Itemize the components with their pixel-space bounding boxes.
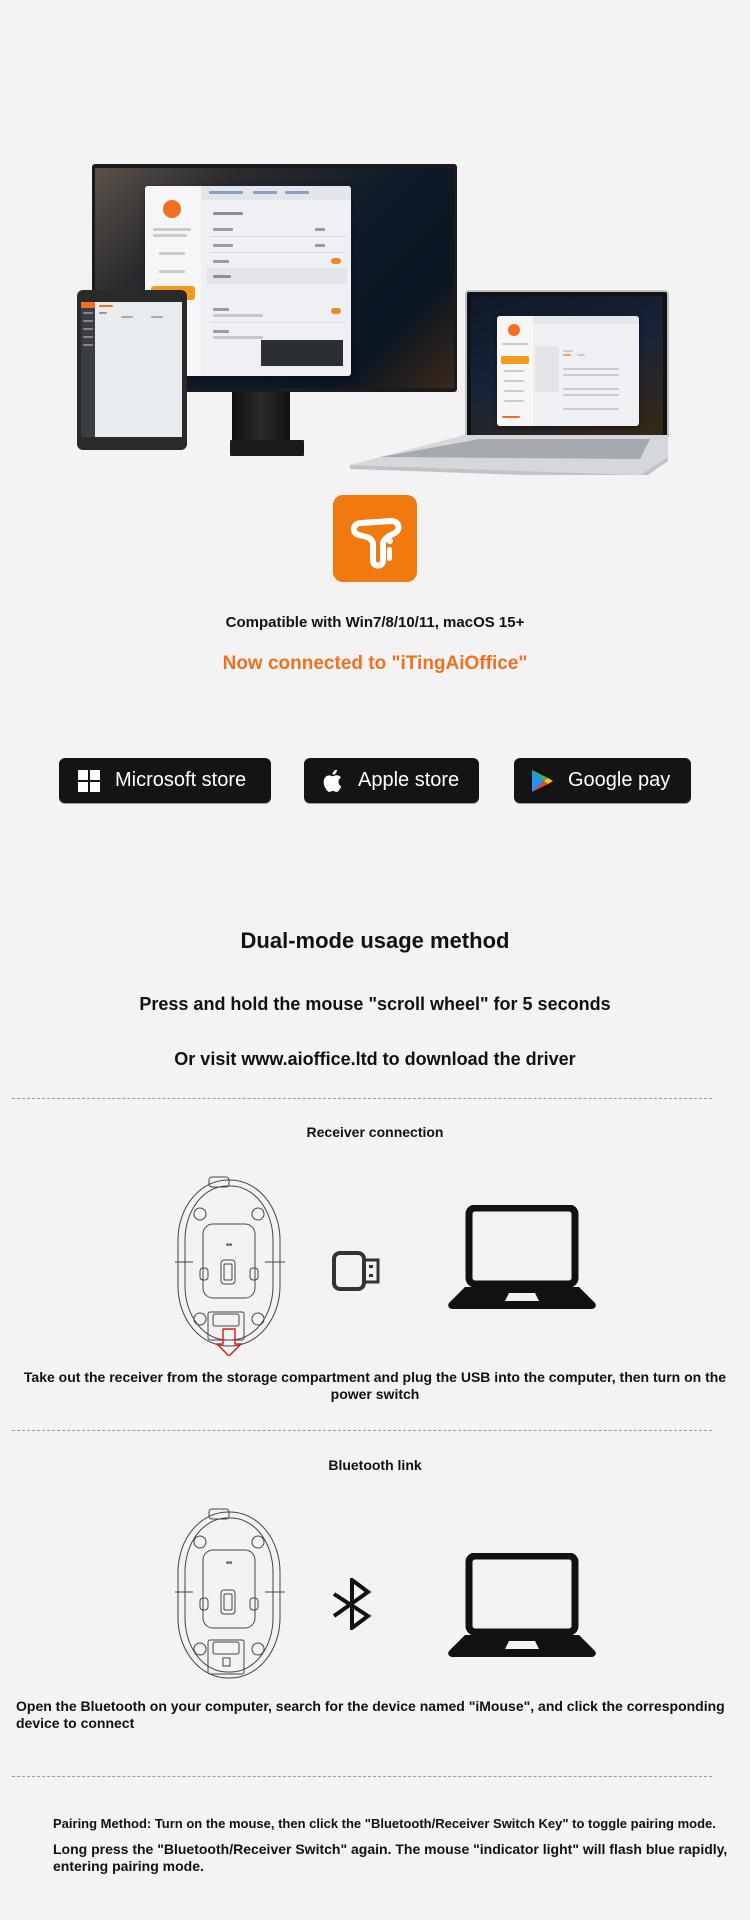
usb-receiver-icon — [331, 1250, 381, 1292]
mouse-bottom-bluetooth-illustration — [175, 1506, 285, 1682]
svg-text:■■: ■■ — [225, 1242, 233, 1248]
apple-icon — [320, 769, 344, 793]
compatibility-text: Compatible with Win7/8/10/11, macOS 15+ — [225, 614, 525, 631]
itingaioffice-logo-icon — [333, 495, 417, 582]
monitor-base — [230, 440, 304, 456]
microsoft-store-button[interactable] — [59, 758, 271, 803]
windows-icon — [77, 769, 101, 793]
apple-store-label: Apple store — [358, 769, 460, 791]
bluetooth-icon — [330, 1578, 374, 1630]
google-play-button[interactable] — [514, 758, 691, 803]
apple-store-button[interactable] — [304, 758, 479, 803]
google-play-label: Google pay — [568, 769, 671, 791]
laptop-keyboard-base — [350, 435, 668, 475]
svg-text:■■: ■■ — [225, 1560, 233, 1566]
laptop — [465, 290, 669, 437]
bluetooth-link-title: Bluetooth link — [328, 1457, 422, 1473]
connection-status: Now connected to "iTingAiOffice" — [222, 653, 528, 674]
monitor-stand — [232, 392, 290, 444]
laptop-icon — [447, 1553, 597, 1657]
scroll-wheel-instruction: Press and hold the mouse "scroll wheel" for 5 seconds — [139, 994, 611, 1014]
hero-devices-image — [0, 60, 750, 440]
google-play-icon — [530, 769, 554, 793]
section-divider — [12, 1776, 712, 1777]
receiver-connection-title: Receiver connection — [306, 1124, 444, 1140]
pairing-method-text: Pairing Method: Turn on the mouse, then click the "Bluetooth/Receiver Switch Key" to toggle pairing mode. — [53, 1816, 716, 1831]
dual-mode-title: Dual-mode usage method — [240, 928, 510, 953]
tablet — [77, 290, 187, 450]
laptop-app-window — [497, 316, 639, 426]
long-press-instruction: Long press the "Bluetooth/Receiver Switch" again. The mouse "indicator light" will flash blue rapidly, entering pairing mode. — [53, 1841, 728, 1874]
section-divider — [12, 1430, 712, 1431]
section-divider — [12, 1098, 712, 1099]
bluetooth-caption: Open the Bluetooth on your computer, search for the device named "iMouse", and click the corresponding device to connect — [16, 1698, 725, 1731]
laptop-icon — [447, 1205, 597, 1309]
driver-download-note: Or visit www.aioffice.ltd to download the driver — [174, 1049, 576, 1069]
receiver-caption: Take out the receiver from the storage compartment and plug the USB into the computer, then turn on the power switch — [23, 1369, 727, 1402]
microsoft-store-label: Microsoft store — [115, 769, 247, 791]
mouse-bottom-receiver-illustration — [175, 1174, 285, 1356]
